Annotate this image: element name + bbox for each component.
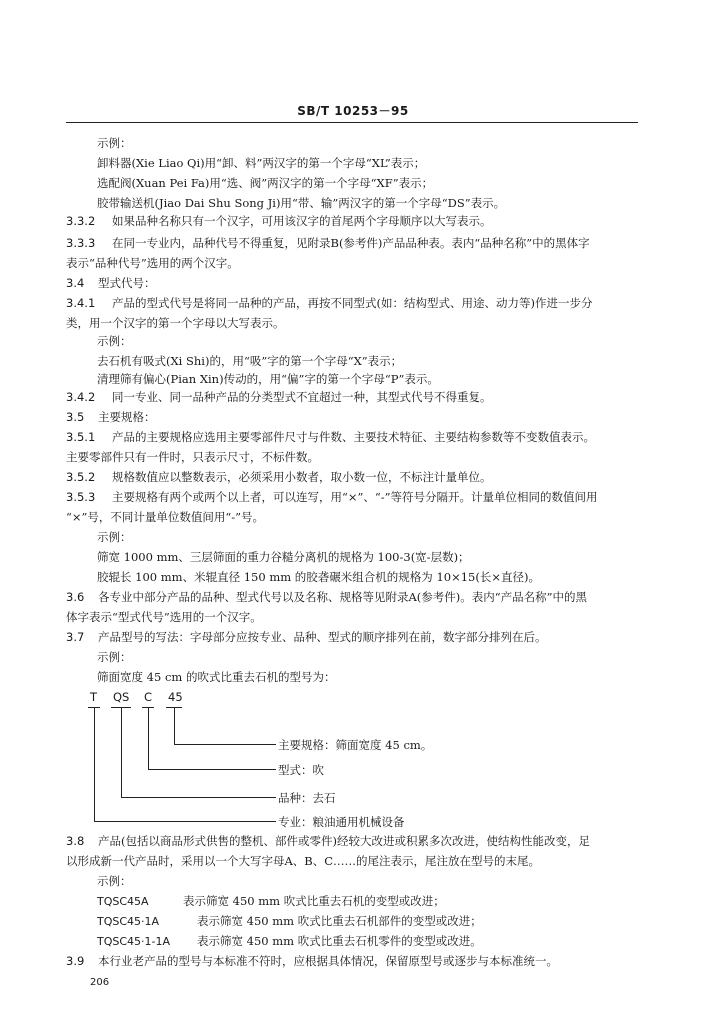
example-row [97,934,482,949]
clause-3-9 [66,954,558,969]
example-label: 示例： [97,650,132,664]
body-line: “×”号，不同计量单位数值间用“-”号。 [66,510,265,524]
clause-number: 3.4.1 [66,296,96,310]
example-code: TQSC45·1A [97,915,160,928]
standard-code-header: SB/T 10253－95 [297,104,409,118]
label-profession: 专业：粮油通用机械设备 [278,815,405,829]
clause-3-7 [66,630,547,645]
page-number: 206 [90,977,110,988]
clause-number: 3.5.3 [66,490,96,504]
clause-number: 3.4.2 [66,390,96,404]
body-line: 胶带输送机(Jiao Dai Shu Song Ji)用“带、输”两汉字的第一个字母“DS”表示。 [97,196,506,210]
clause-number: 3.6 [66,590,85,604]
clause-text: 型式代号： [98,276,156,290]
clause-3-4 [66,276,156,291]
clause-number: 3.4 [66,276,85,290]
label-type: 型式：吹 [278,763,324,777]
leader-profession-h [94,821,276,822]
clause-3-5 [66,410,156,425]
body-line: 选配阀(Xuan Pei Fa)用“选、阀”两汉字的第一个字母“XF”表示； [97,176,434,190]
clause-text: 本行业老产品的型号与本标准不符时，应根据具体情况，保留原型号或逐步与本标准统一。 [98,954,558,968]
leader-spec-h [174,744,276,745]
clause-3-6 [66,590,587,605]
body-line: 筛宽 1000 mm、三层筛面的重力谷糙分离机的规格为 100-3(宽-层数)； [97,550,470,564]
example-code: TQSC45A [97,895,149,908]
clause-text: 产品型号的写法：字母部分应按专业、品种、型式的顺序排列在前，数字部分排列在后。 [98,630,547,644]
code-profession: T [90,690,98,704]
example-label: 示例： [97,874,132,888]
code-variety: QS [113,690,130,704]
body-line: 类，用一个汉字的第一个字母以大写表示。 [66,316,285,330]
clause-text: 如果品种名称只有一个汉字，可用该汉字的首尾两个字母顺序以大写表示。 [112,214,492,228]
clause-3-5-2 [66,470,492,485]
clause-text: 各专业中部分产品的品种、型式代号以及名称、规格等见附录A(参考件)。表内“产品名称”中的黑 [98,590,588,604]
clause-3-4-1 [66,296,592,311]
clause-3-4-2 [66,390,492,405]
leader-type [148,708,149,769]
body-line: 卸料器(Xie Liao Qi)用“卸、料”两汉字的第一个字母“XL”表示； [97,156,426,170]
clause-3-3-2 [66,214,492,229]
clause-number: 3.5.1 [66,430,96,444]
example-label: 示例： [97,334,132,348]
leader-type-h [148,769,276,770]
example-text: 表示筛宽 450 mm 吹式比重去石机零件的变型或改进。 [197,934,482,948]
example-row [97,914,482,929]
clause-text: 产品(包括以商品形式供售的整机、部件或零件)经较大改进或积累多次改进，使结构性能改变，足 [98,834,590,848]
clause-number: 3.5.2 [66,470,96,484]
code-spec: 45 [168,690,183,704]
leader-variety [121,708,122,797]
clause-number: 3.5 [66,410,85,424]
clause-text: 产品的型式代号是将同一品种的产品，再按不同型式(如：结构型式、用途、动力等)作进一步分 [112,296,593,310]
clause-text: 同一专业、同一品种产品的分类型式不宜超过一种，其型式代号不得重复。 [112,390,492,404]
body-line: 筛面宽度 45 cm 的吹式比重去石机的型号为： [97,670,336,684]
clause-3-5-3 [66,490,598,505]
clause-number: 3.7 [66,630,85,644]
example-label: 示例： [97,136,132,150]
body-line: 以形成新一代产品时，采用以一个大写字母A、B、C……的尾注表示，尾注放在型号的末尾。 [66,854,541,868]
clause-text: 规格数值应以整数表示，必须采用小数者，取小数一位，不标注计量单位。 [112,470,492,484]
example-text: 表示筛宽 450 mm 吹式比重去石机部件的变型或改进； [197,914,482,928]
clause-number: 3.8 [66,834,85,848]
clause-number: 3.3.2 [66,214,96,228]
clause-3-8 [66,834,590,849]
clause-text: 产品的主要规格应选用主要零部件尺寸与件数、主要技术特征、主要结构参数等不变数值表示。 [112,430,595,444]
clause-text: 在同一专业内，品种代号不得重复，见附录B(参考件)产品品种表。表内“品种名称”中的黑体字 [112,236,590,250]
body-line: 主要零部件只有一件时，只表示尺寸，不标件数。 [66,450,319,464]
example-code: TQSC45·1-1A [97,935,171,948]
example-row [97,894,445,909]
body-line: 体字表示“型式代号”选用的一个汉字。 [66,610,262,624]
body-line: 去石机有吸式(Xi Shi)的，用“吸”字的第一个字母“X”表示； [97,354,403,368]
header-rule [66,122,638,123]
clause-text: 主要规格： [98,410,156,424]
leader-profession [94,708,95,821]
label-variety: 品种：去石 [278,791,336,805]
clause-text: 主要规格有两个或两个以上者，可以连写，用“×”、“-”等符号分隔开。计量单位相同的数值间用 [112,490,598,504]
leader-variety-h [121,797,276,798]
label-spec: 主要规格：筛面宽度 45 cm。 [278,738,433,752]
clause-number: 3.9 [66,954,85,968]
body-line: 清理筛有偏心(Pian Xin)传动的，用“偏”字的第一个字母“P”表示。 [97,372,439,386]
leader-spec [174,708,175,744]
clause-3-3-3 [66,236,590,251]
example-text: 表示筛宽 450 mm 吹式比重去石机的变型或改进； [183,894,445,908]
example-label: 示例： [97,530,132,544]
code-type: C [144,690,153,704]
body-line: 表示“品种代号”选用的两个汉字。 [66,256,239,270]
clause-number: 3.3.3 [66,236,96,250]
body-line: 胶辊长 100 mm、米辊直径 150 mm 的胶砻碾米组合机的规格为 10×15(长×直径)。 [97,570,540,584]
clause-3-5-1 [66,430,595,445]
